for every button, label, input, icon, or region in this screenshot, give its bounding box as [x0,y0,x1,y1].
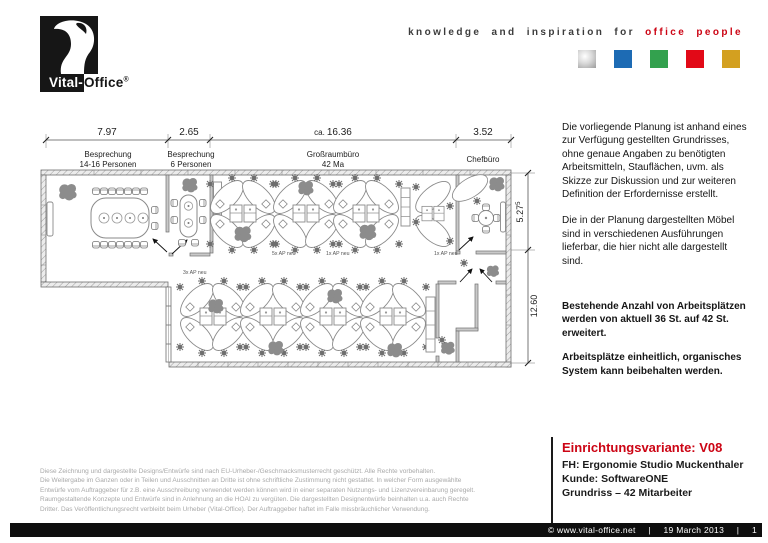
meeting-room-large [47,184,158,248]
brand-square-red [686,50,704,68]
sideboard [501,202,506,232]
vital-office-logo [40,16,170,92]
room2-name: Besprechung [167,150,215,159]
window-wall [166,287,171,362]
ap-label-2: 5x AP neu [272,251,296,257]
variant-line-kunde: Kunde: SoftwareONE [562,473,669,485]
chair [438,336,446,344]
plant-icon [59,184,76,201]
variant-line-grundriss: Grundriss – 42 Mitarbeiter [562,487,693,499]
plant-icon [182,178,197,192]
room1-sub: 14-16 Personen [79,160,137,169]
paragraph-workplaces: Bestehende Anzahl von Arbeitsplätzen werden von aktuell 36 St. auf 42 St. erweitert. [562,301,746,339]
legal-line: Raumgestaltende Konzepte und Entwürfe sind in Anlehnung an die HOAI zu vergüten. Die dargestellten Designentwürfe beinhalten u.a. auch Rechte [40,496,469,504]
dim-5-27: 5.27$^5$ [515,201,525,223]
dim-7-97: 7.97 [97,127,117,138]
registered-mark: ® [123,76,129,84]
footer-date: 19 March 2013 [663,525,725,535]
variant-block [562,440,760,500]
dimension-chain-right [511,170,535,366]
room4-name: Chefbüro [466,155,500,164]
paragraph-planning: Die vorliegende Planung ist anhand eines zur Verfügung gestellten Grundrisses, ohne genaue Angaben zu benötigten Arbeitsmitteln, Stauflächen, uvm. als Skizze zur Diskussion und zur weiteren Definition der Erfordernisse erstellt. [562,122,747,201]
floor-plan [38,110,553,400]
description-text [562,121,748,378]
room1-name: Besprechung [84,150,132,159]
room3-sub: 42 Ma [321,160,345,169]
tagline [408,27,743,38]
footer-separator: | [736,525,740,535]
brand-square-green [650,50,668,68]
logo-text-vital: Vital- [40,74,84,92]
conference-table [91,198,149,238]
small-table [180,195,197,237]
legal-line: Diese Zeichnung und dargestellte Designs/Entwürfe sind nach EU-Urheber-/Geschmacksmusterrecht geschützt. Alle Rechte vorbehalten. [40,468,436,475]
ap-label-3: 1x AP neu [326,251,350,257]
ap-label-1: 3x AP neu [183,270,207,276]
paragraph-system: Arbeitsplätze einheitlich, organisches System kann beibehalten werden. [562,352,742,377]
dim-3-52: 3.52 [473,127,493,138]
footer-copyright: © www.vital-office.net [547,525,636,535]
room-labels [80,150,500,169]
variant-line-fh: FH: Ergonomie Studio Muckenthaler [562,459,744,471]
plant-icon [489,177,504,191]
tagline-black: knowledge and inspiration for [408,27,635,38]
sideboard [47,202,53,236]
vertical-divider [551,437,553,523]
room2-sub: 6 Personen [170,160,212,169]
variant-title: Einrichtungsvariante: V08 [562,440,723,455]
plant-icon [487,265,499,277]
legal-text [40,467,540,514]
ap-labels [183,251,458,276]
logo-text-office: Office® [83,75,129,90]
dim-12-60: 12.60 [529,294,539,318]
ap-label-4: 1x AP neu [434,251,458,257]
footer-page-number: 1 [751,525,757,535]
legal-line: Die Weitergabe im Ganzen oder in Teilen und Ausschnitten an Dritte ist ohne schriftliche Zustimmung nicht gestattet. In welcher Form ausgewählte [40,477,462,485]
legal-line: Dritter. Das Veröffentlichungsrecht verbleibt beim Urheber (Vital-Office). Der Auftraggeber haftet im Falle missbräuchlicher Verwendung. [40,505,430,513]
tagline-red: office people [645,27,743,38]
chair [473,197,481,205]
brand-color-squares [578,50,740,68]
open-plan-shelf [401,188,410,226]
brand-square-silver [578,50,596,68]
desk-clusters [175,174,455,357]
desk-cluster-half [410,176,455,252]
room3-name: Großraumbüro [306,150,360,159]
logo-wordmark [40,74,170,92]
brand-square-blue [614,50,632,68]
logo-mark-icon [40,16,98,74]
dimension-labels-top [97,127,493,138]
chair [460,259,468,267]
dim-16-36: ca. 16.36 [314,127,352,138]
footer-bar [10,523,762,537]
paragraph-furniture: Die in der Planung dargestellten Möbel sind in verschiedenen Ausführungen lieferbar, die hier nicht alle dargestellt sind. [562,215,735,267]
footer-separator: | [648,525,651,535]
legal-line: Entwürfe vom Auftraggeber für z.B. eine Ausschreibung verwendet werden können wird in einer separaten Nutzungs- und Lizenzvereinbarung geregelt. [40,486,476,494]
vestibule-shelf [426,297,435,352]
brand-square-gold [722,50,740,68]
dim-2-65: 2.65 [179,127,199,138]
